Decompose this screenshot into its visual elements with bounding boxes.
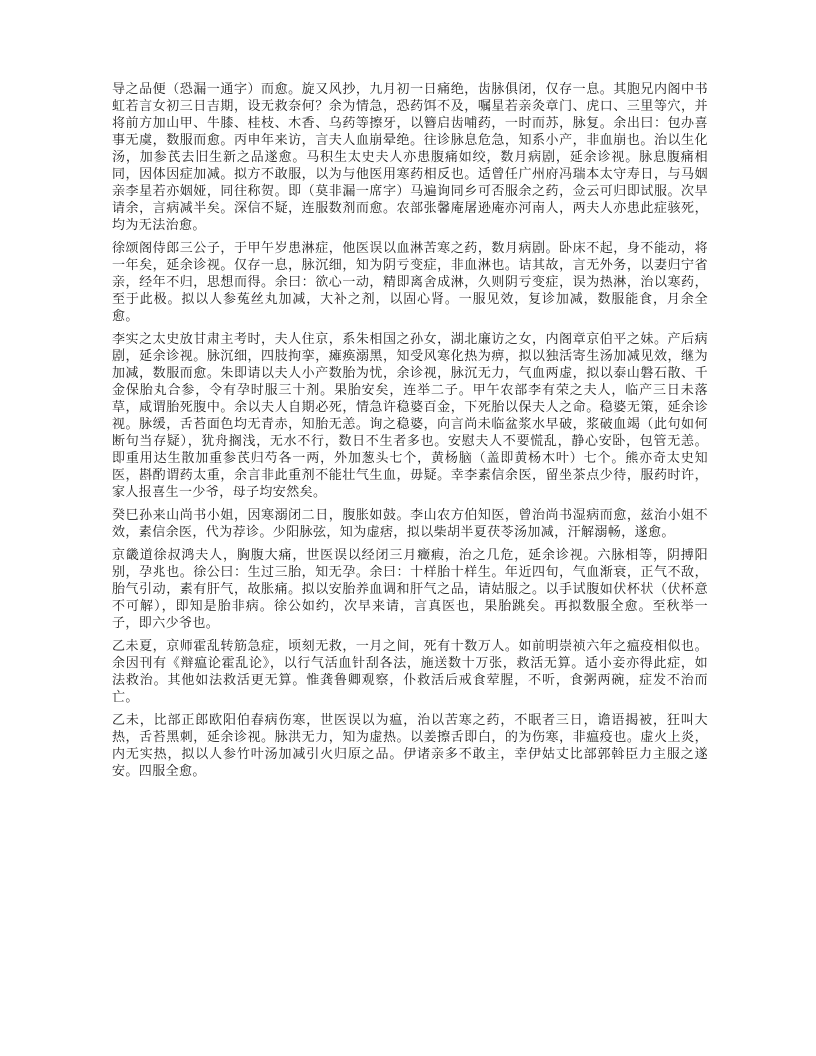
paragraph: 乙未，比部正郎欧阳伯春病伤寒，世医误以为瘟，治以苦寒之药，不眠者三日，谵语揭被，狂叫大热，舌苔黑刺，延余诊视。脉洪无力，知为虚热。以姜擦舌即白，的为伤寒，非瘟疫也。虚火上炎，内无实热，拟以人参竹叶汤加减引火归原之品。伊诸亲多不敢主，幸伊姑丈比部郭斡臣力主服之遂安。四服全愈。 — [112, 712, 708, 778]
paragraph: 乙未夏，京师霍乱转筋急症，顷刻无救，一月之间，死有十数万人。如前明崇祯六年之瘟疫相似也。余因刊有《辩瘟论霍乱论》，以行气活血针刮各法，施送数十万张，救活无算。适小妾亦得此症，如法救治。其他如法救活更无算。惟龚鲁卿观察，仆救活后戒食荤腥，不听，食粥两碗，症发不治而亡。 — [112, 638, 708, 704]
paragraph: 癸巳孙来山尚书小姐，因寒溺闭二日，腹胀如鼓。李山农方伯知医，曾治尚书湿病而愈，兹治小姐不效，素信余医，代为荐诊。少阳脉弦，知为虚痞，拟以柴胡半夏茯苓汤加减，汗解溺畅，遂愈。 — [112, 507, 708, 539]
paragraph: 京畿道徐叔鸿夫人，胸腹大痛，世医误以经闭三月癥瘕，治之几危，延余诊视。六脉相等，阴搏阳别，孕兆也。徐公曰：生过三胎，知无孕。余曰：十样胎十样生。年近四旬，气血渐衰，正气不敌，胎气引动，素有肝气，故胀痛。拟以安胎养血调和肝气之品，请姑服之。以手试腹如伏杯状（伏杯意不可解），即知是胎非病。徐公如约，次早来请，言真医也，果胎跳矣。再拟数服全愈。至秋举一子，即六少爷也。 — [112, 547, 708, 630]
paragraph: 李实之太史放甘肃主考时，夫人住京，系朱相国之孙女，湖北廉访之女，内阁章京伯平之妹。产后病剧，延余诊视。脉沉细，四肢拘挛，瘫痪溺黑，知受风寒化热为痹，拟以独活寄生汤加减见效，继为加减，数服而愈。朱即请以夫人小产数胎为忧，余诊视，脉沉无力，气血两虚，拟以泰山磐石散、千金保胎丸合参，令有孕时服三十剂。果胎安矣，连举二子。甲午农部李有荣之夫人，临产三日未落草，咸谓胎死腹中。余以夫人自期必死，情急许稳婆百金，下死胎以保夫人之命。稳婆无策，延余诊视。脉缓，舌苔面色均无青赤，知胎无恙。询之稳婆，向言尚未临盆浆水早破，浆破血竭（此句如何断句当存疑），犹舟搁浅，无水不行，数日不生者多也。安慰夫人不要慌乱，静心安卧，包管无恙。即重用达生散加重参芪归芍各一两，外加葱头七个，黄杨脑（盖即黄杨木叶）七个。熊亦奇太史知医，斟酌谓药太重，余言非此重剂不能壮气生血，毋疑。幸李素信余医，留坐茶点少待，服药时许，家人报喜生一少爷，母子均安然矣。 — [112, 331, 708, 499]
paragraph: 徐颂阁侍郎三公子，于甲午岁患淋症，他医误以血淋苦寒之药，数月病剧。卧床不起，身不能动，将一年矣，延余诊视。仅存一息，脉沉细，知为阴亏变症，非血淋也。诘其故，言无外务，以妻归宁省亲，经年不归，思想而得。余曰：欲心一动，精即离舍成淋，久则阴亏变症，误为热淋，治以寒药，至于此极。拟以人参菟丝丸加减，大补之剂，以固心肾。一服见效，复诊加减，数服能食，月余全愈。 — [112, 240, 708, 323]
text-body — [112, 80, 708, 785]
paragraph: 导之品便（恐漏一通字）而愈。旋又风抄，九月初一日痛绝，齿脉俱闭，仅存一息。其胞兄内阁中书虹若言女初三日吉期，设无救奈何？余为情急，恐药饵不及，嘱星若亲灸章门、虎口、三里等穴，并将前方加山甲、牛膝、桂枝、木香、乌药等擦牙，以簪启齿哺药，一时而苏，脉复。余出曰：包办喜事无虞，数服而愈。丙申年来访，言夫人血崩晕绝。往诊脉息危急，知系小产，非血崩也。治以生化汤，加参芪去旧生新之品遂愈。马积生太史夫人亦患腹痛如绞，数月病剧，延余诊视。脉息腹痛相同，因体因症加减。拟方不敢服，以为与他医用寒药相反也。适曾任广州府冯瑞本太守寿日，与马姻亲李星若亦姻娅，同往称贺。即（莫非漏一席字）马遍询同乡可否服余之药，佥云可归即试服。次早请余，言病减半矣。深信不疑，连服数剂而愈。农部张馨庵屠逊庵亦河南人，两夫人亦患此症骇死，均为无法治愈。 — [112, 81, 708, 232]
